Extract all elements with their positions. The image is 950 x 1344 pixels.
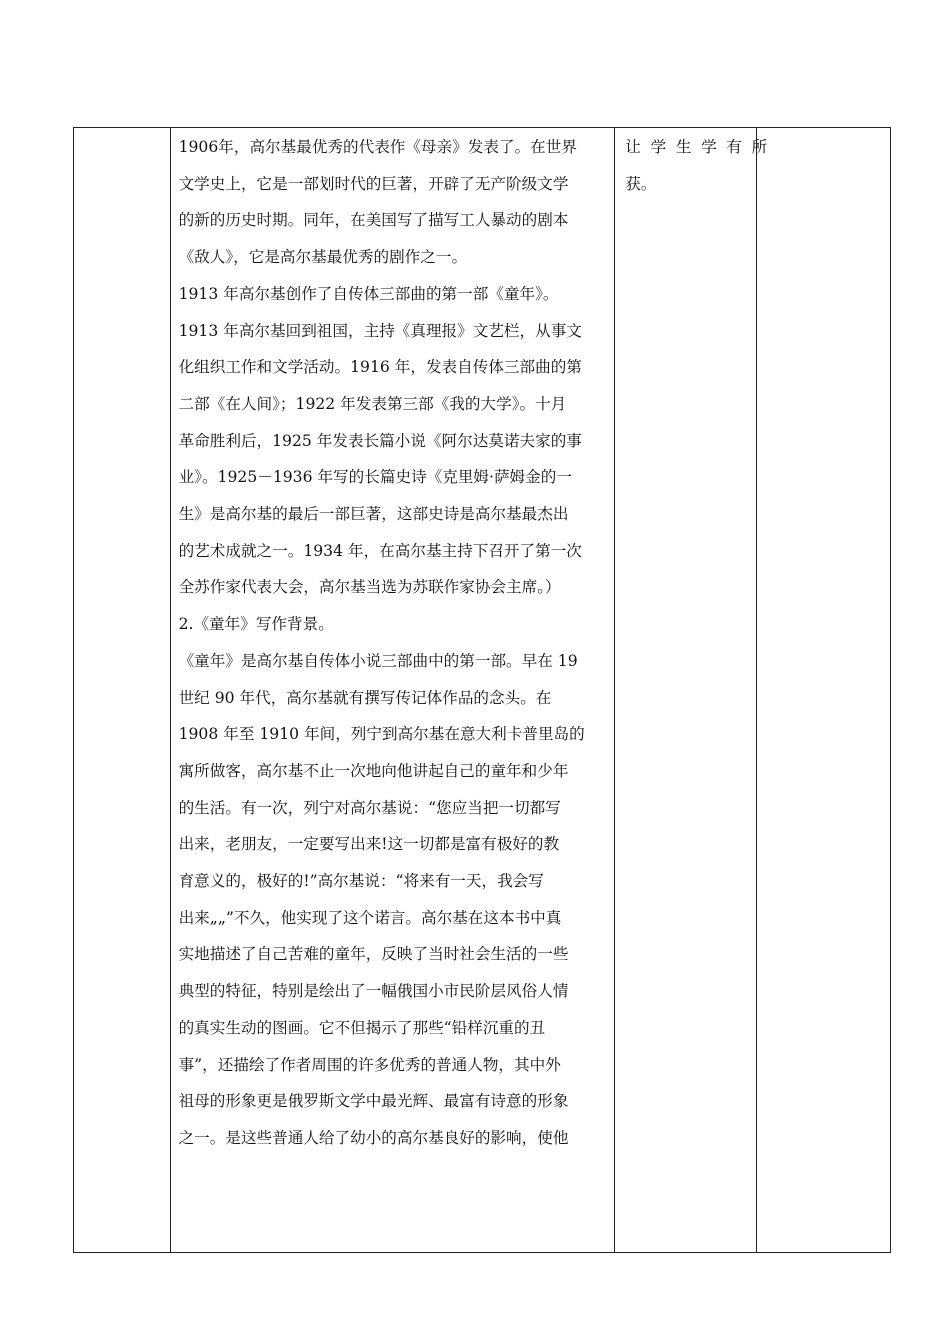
empty-cell-left: [74, 128, 171, 1253]
main-text-block: [171, 128, 615, 1157]
text-line: 出来，老朋友，一定要写出来!这一切都是富有极好的教: [178, 835, 560, 854]
design-intent-line: 获。: [625, 174, 657, 193]
text-line: 全苏作家代表大会，高尔基当选为苏联作家协会主席。）: [178, 578, 561, 597]
text-line: 1913 年高尔基创作了自传体三部曲的第一部《童年》。: [178, 284, 559, 303]
text-line: 生》是高尔基的最后一部巨著，这部史诗是高尔基最杰出: [178, 505, 569, 524]
design-intent-cell: [615, 128, 777, 1253]
text-line: 祖母的形象更是俄罗斯文学中最光辉、最富有诗意的形象: [178, 1092, 569, 1111]
empty-cell-right: [757, 128, 891, 1253]
text-line: 1913 年高尔基回到祖国，主持《真理报》文艺栏，从事文: [178, 321, 582, 340]
text-line: 出来„„”不久，他实现了这个诺言。高尔基在这本书中真: [178, 908, 562, 927]
text-line: 革命胜利后，1925 年发表长篇小说《阿尔达莫诺夫家的事: [178, 431, 582, 450]
text-line: 1908 年至 1910 年间，列宁到高尔基在意大利卡普里岛的: [178, 725, 585, 744]
text-line: 的生活。有一次，列宁对高尔基说：“您应当把一切都写: [178, 798, 561, 817]
text-line: 事”，还描绘了作者周围的许多优秀的普通人物，其中外: [178, 1055, 561, 1074]
text-line: 1906年，高尔基最优秀的代表作《母亲》发表了。在世界: [178, 138, 577, 156]
design-intent-line: 让学生学有所: [625, 138, 777, 156]
text-line: 的真实生动的图画。它不但揭示了那些“铅样沉重的丑: [178, 1018, 546, 1037]
text-line: 的艺术成就之一。1934 年，在高尔基主持下召开了第一次: [178, 541, 582, 560]
text-line: 的新的历史时期。同年，在美国写了描写工人暴动的剧本: [178, 211, 569, 230]
text-line: 寓所做客，高尔基不止一次地向他讲起自己的童年和少年: [178, 761, 569, 780]
text-line: 2.《童年》写作背景。: [178, 615, 334, 634]
lesson-plan-table: [73, 127, 891, 1253]
text-line: 实地描述了自己苦难的童年，反映了当时社会生活的一些: [178, 945, 569, 964]
text-line: 业》。1925－1936 年写的长篇史诗《克里姆·萨姆金的一: [178, 468, 572, 487]
text-line: 之一。是这些普通人给了幼小的高尔基良好的影响，使他: [178, 1128, 569, 1147]
table-row: [74, 128, 891, 1253]
text-line: 典型的特征，特别是绘出了一幅俄国小市民阶层风俗人情: [178, 982, 569, 1001]
design-intent-note: [615, 128, 777, 202]
text-line: 二部《在人间》；1922 年发表第三部《我的大学》。十月: [178, 394, 567, 413]
text-line: 育意义的，极好的!”高尔基说：“将来有一天，我会写: [178, 872, 544, 891]
text-line: 《童年》是高尔基自传体小说三部曲中的第一部。早在 19: [178, 651, 578, 670]
text-line: 世纪 90 年代，高尔基就有撰写传记体作品的念头。在: [178, 688, 552, 707]
text-line: 文学史上，它是一部划时代的巨著，开辟了无产阶级文学: [178, 174, 569, 193]
text-line: 化组织工作和文学活动。1916 年，发表自传体三部曲的第: [178, 358, 582, 377]
main-content-cell: [170, 128, 615, 1253]
text-line: 《敌人》，它是高尔基最优秀的剧作之一。: [178, 248, 468, 267]
